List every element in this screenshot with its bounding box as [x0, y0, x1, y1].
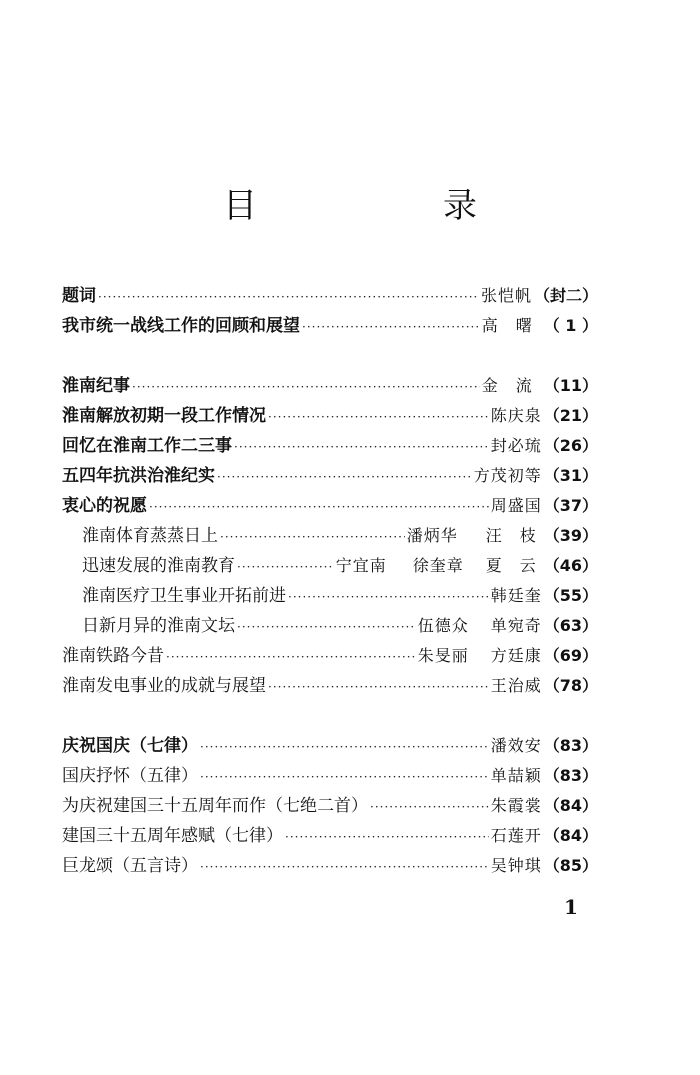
entry-title: 巨龙颂（五言诗） — [62, 856, 198, 876]
dot-leader — [288, 586, 489, 608]
entry-page: （78） — [543, 676, 598, 695]
entry-page: （83） — [543, 766, 598, 785]
entry-author: 朱旻丽 — [417, 646, 469, 665]
toc-entry[interactable] — [62, 795, 598, 818]
entry-page: （21） — [543, 406, 598, 425]
entry-title: 衷心的祝愿 — [62, 496, 147, 516]
dot-leader — [200, 856, 489, 878]
entry-title: 淮南医疗卫生事业开拓前进 — [82, 586, 286, 606]
entry-author: 陈庆泉 — [490, 406, 542, 425]
dot-leader — [237, 556, 334, 578]
dot-leader — [237, 616, 416, 638]
entry-title: 为庆祝建国三十五周年而作（七绝二首） — [62, 796, 368, 816]
toc-entry[interactable] — [62, 765, 598, 788]
entry-title: 庆祝国庆（七律） — [62, 736, 198, 756]
toc-entry[interactable] — [82, 555, 598, 578]
entry-author: 高 曙 — [481, 316, 533, 335]
entry-title: 迅速发展的淮南教育 — [82, 556, 235, 576]
entry-page: （84） — [543, 796, 598, 815]
entry-author: 方廷康 — [490, 646, 542, 665]
toc-entry[interactable] — [62, 645, 598, 668]
entry-page: （37） — [543, 496, 598, 515]
entry-author: 王治威 — [490, 676, 542, 695]
toc-entry[interactable] — [62, 675, 598, 698]
entry-author: 方茂初等 — [473, 466, 542, 485]
entry-title: 淮南发电事业的成就与展望 — [62, 676, 266, 696]
entry-title: 淮南纪事 — [62, 376, 130, 396]
toc-entry[interactable] — [62, 495, 598, 518]
entry-author: 潘炳华 — [406, 526, 458, 545]
page-number: 1 — [564, 895, 578, 919]
entry-page: （46） — [543, 556, 598, 575]
page-title: 目 录 — [223, 186, 553, 226]
entry-title: 题词 — [62, 286, 96, 306]
toc-entry[interactable] — [62, 375, 598, 398]
dot-leader — [149, 496, 489, 518]
dot-leader — [200, 766, 489, 788]
dot-leader — [217, 466, 472, 488]
entry-author: 韩廷奎 — [490, 586, 542, 605]
entry-author: 宁宜南 — [335, 556, 387, 575]
toc-entry[interactable] — [62, 735, 598, 758]
entry-page: （封二） — [533, 286, 598, 305]
entry-page: （84） — [543, 826, 598, 845]
dot-leader — [234, 436, 489, 458]
entry-author: 单宛奇 — [490, 616, 542, 635]
toc-entry[interactable] — [62, 405, 598, 428]
toc-entry[interactable] — [62, 435, 598, 458]
dot-leader — [166, 646, 416, 668]
entry-title: 淮南体育蒸蒸日上 — [82, 526, 218, 546]
entry-author: 金 流 — [481, 376, 533, 395]
entry-page: （63） — [543, 616, 598, 635]
entry-author: 徐奎章 — [412, 556, 464, 575]
entry-title: 淮南解放初期一段工作情况 — [62, 406, 266, 426]
entry-title: 淮南铁路今昔 — [62, 646, 164, 666]
toc-entry[interactable] — [82, 615, 598, 638]
dot-leader — [268, 406, 489, 428]
entry-author: 夏 云 — [485, 556, 537, 575]
entry-author: 吴钟琪 — [490, 856, 542, 875]
toc-entry[interactable] — [62, 285, 598, 308]
toc-entry[interactable] — [62, 315, 598, 338]
dot-leader — [98, 286, 479, 308]
entry-author: 单喆颖 — [490, 766, 542, 785]
toc-entry[interactable] — [62, 465, 598, 488]
dot-leader — [370, 796, 489, 818]
entry-title: 五四年抗洪治淮纪实 — [62, 466, 215, 486]
entry-page: （31） — [543, 466, 598, 485]
entry-author: 张恺帆 — [480, 286, 532, 305]
entry-page: （ 1 ） — [543, 316, 598, 335]
entry-page: （83） — [543, 736, 598, 755]
entry-author: 汪 枝 — [485, 526, 537, 545]
entry-title: 国庆抒怀（五律） — [62, 766, 198, 786]
entry-title: 我市统一战线工作的回顾和展望 — [62, 316, 300, 336]
entry-page: （85） — [543, 856, 598, 875]
entry-title: 建国三十五周年感赋（七律） — [62, 826, 283, 846]
entry-page: （39） — [543, 526, 598, 545]
toc-entry[interactable] — [82, 525, 598, 548]
dot-leader — [302, 316, 480, 338]
entry-author: 周盛国 — [490, 496, 542, 515]
toc-entry[interactable] — [62, 825, 598, 848]
entry-author: 潘效安 — [490, 736, 542, 755]
toc-entry[interactable] — [82, 585, 598, 608]
dot-leader — [268, 676, 489, 698]
toc-entry[interactable] — [62, 855, 598, 878]
entry-page: （26） — [543, 436, 598, 455]
entry-author: 石莲开 — [490, 826, 542, 845]
entry-author: 封必琉 — [490, 436, 542, 455]
entry-page: （69） — [543, 646, 598, 665]
entry-page: （11） — [543, 376, 598, 395]
dot-leader — [132, 376, 480, 398]
entry-page: （55） — [543, 586, 598, 605]
entry-title: 日新月异的淮南文坛 — [82, 616, 235, 636]
entry-author: 朱霞裳 — [490, 796, 542, 815]
dot-leader — [285, 826, 489, 848]
entry-author: 伍德众 — [417, 616, 469, 635]
dot-leader — [200, 736, 489, 758]
dot-leader — [220, 526, 405, 548]
entry-title: 回忆在淮南工作二三事 — [62, 436, 232, 456]
